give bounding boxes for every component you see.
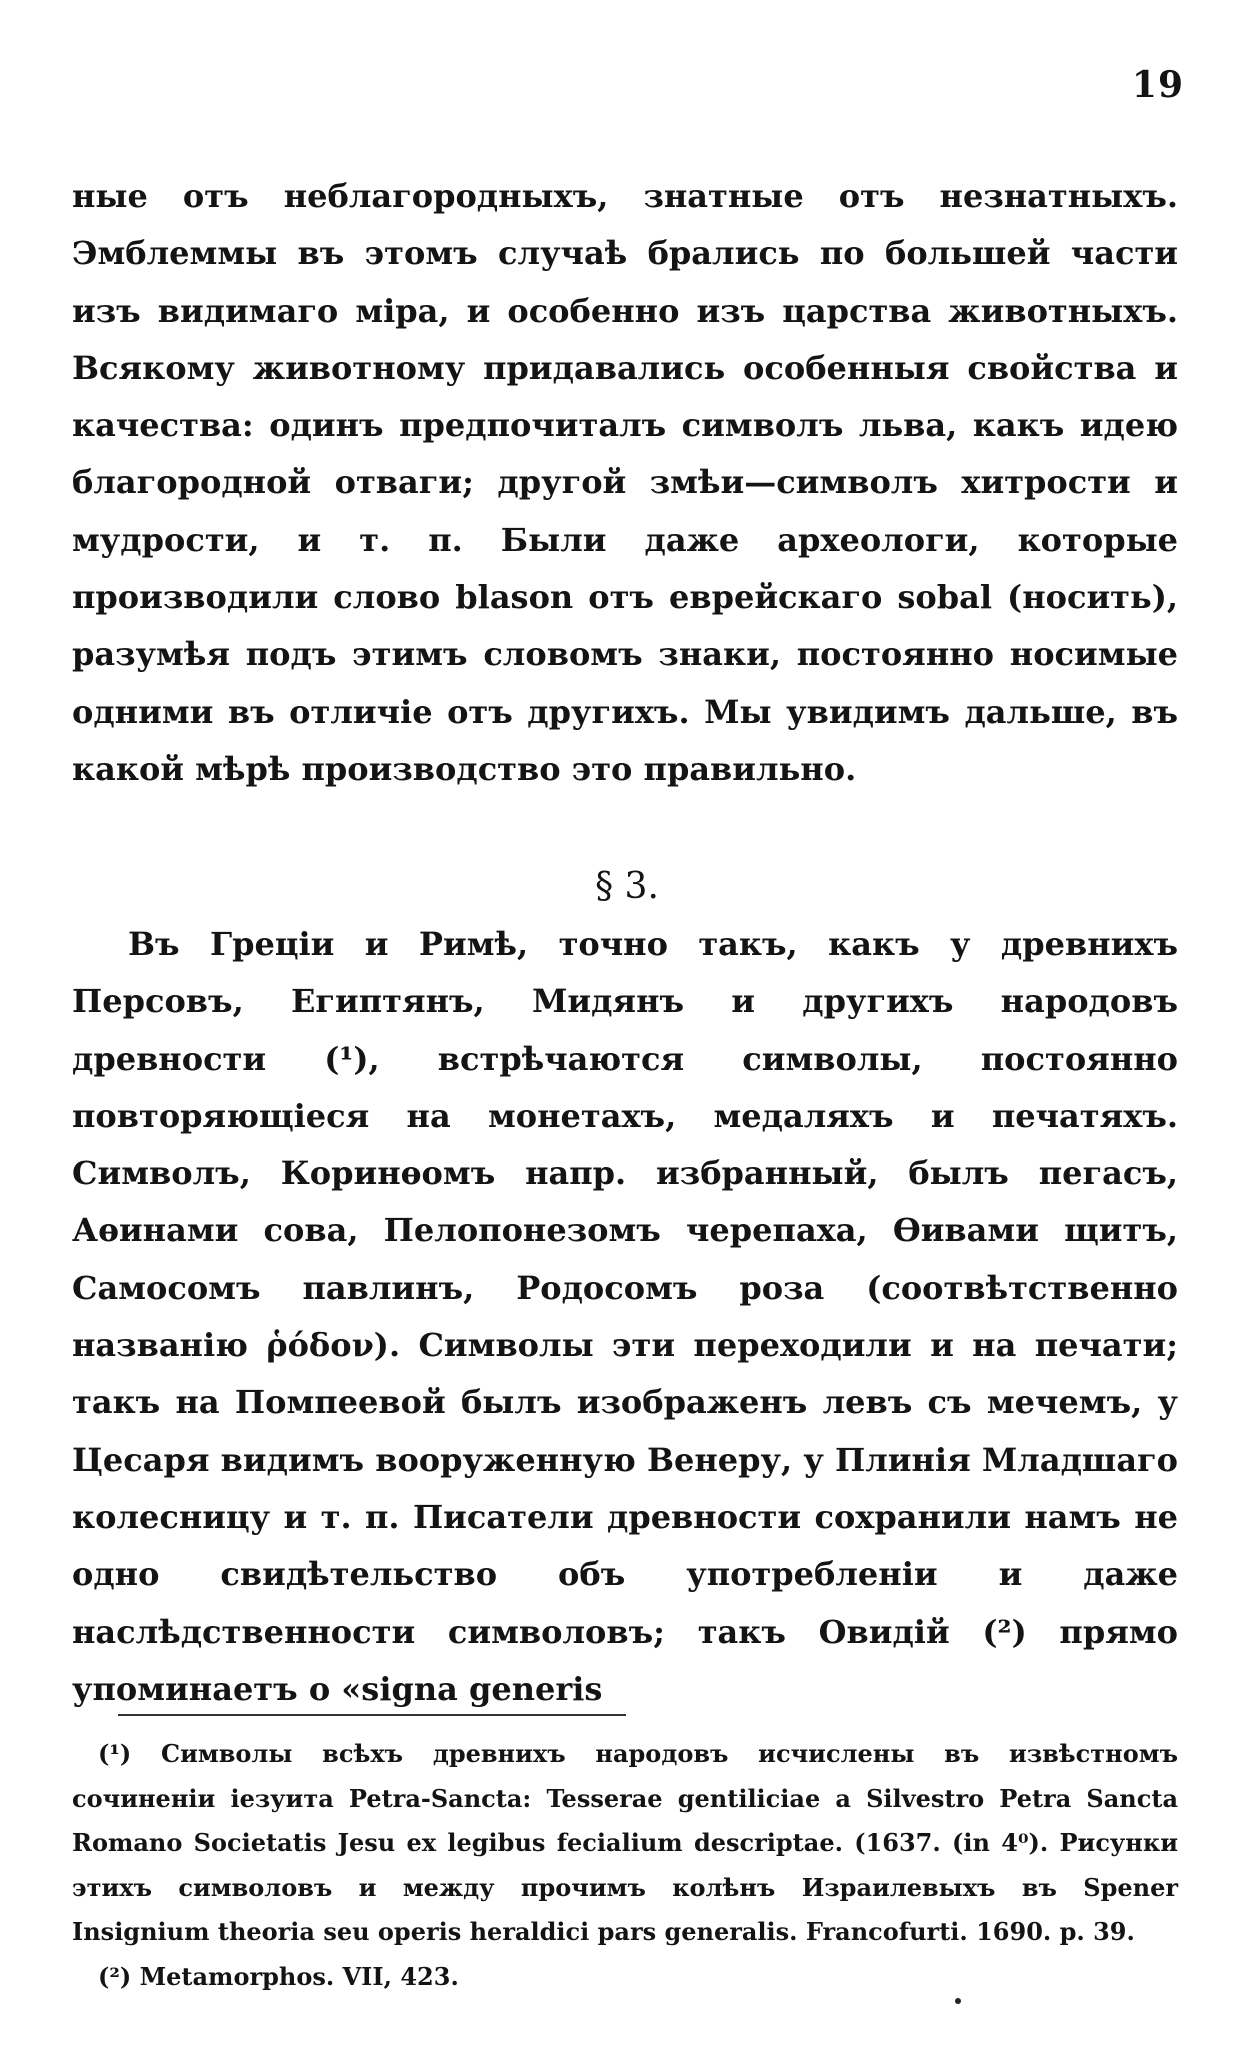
footnote-divider: [118, 1714, 626, 1716]
print-speck: [955, 1998, 961, 2004]
paragraph-1: ные отъ неблагородныхъ, знатные отъ незнатныхъ. Эмблеммы въ этомъ случаѣ брались по большей части изъ видимаго міра, и особенно изъ царства животныхъ. Всякому животному придавались особенныя свойства и качества: одинъ предпочиталъ символъ льва, какъ идею благородной отваги; другой змѣи—символъ хитрости и мудрости, и т. п. Были даже археологи, которые производили слово blason отъ еврейскаго sobal (носить), разумѣя подъ этимъ словомъ знаки, постоянно носимые одними въ отличіе отъ другихъ. Мы увидимъ дальше, въ какой мѣрѣ производство это правильно.: [72, 177, 1178, 788]
page-number: 19: [1131, 64, 1184, 106]
footnote-2: (²) Metamorphos. VII, 423.: [98, 1961, 459, 1991]
footnote-1: (¹) Символы всѣхъ древнихъ народовъ исчислены въ извѣстномъ сочиненіи іезуита Petra-Sancta: Tesserae gentiliciae a Silvestro Petra Sancta Romano Societatis Jesu ex legibus fecialium descriptae. (1637. (in 4⁰). Рисунки этихъ символовъ и между прочимъ колѣнъ Израилевыхъ въ Spener Insignium theoria seu operis heraldici pars generalis. Francofurti. 1690. p. 39.: [72, 1739, 1178, 1946]
section-heading: § 3.: [595, 866, 659, 907]
paragraph-2: Въ Греціи и Римѣ, точно такъ, какъ у древнихъ Персовъ, Египтянъ, Мидянъ и другихъ народовъ древности (¹), встрѣчаются символы, постоянно повторяющіеся на монетахъ, медаляхъ и печатяхъ. Символъ, Коринѳомъ напр. избранный, былъ пегасъ, Аѳинами сова, Пелопонезомъ черепаха, Ѳивами щитъ, Самосомъ павлинъ, Родосомъ роза (соотвѣтственно названію ῥόδον). Символы эти переходили и на печати; такъ на Помпеевой былъ изображенъ левъ съ мечемъ, у Цесаря видимъ вооруженную Венеру, у Плинія Младшаго колесницу и т. п. Писатели древности сохранили намъ не одно свидѣтельство объ употребленіи и даже наслѣдственности символовъ; такъ Овидій (²) прямо упоминаетъ о «signa generis: [72, 925, 1178, 1708]
footnotes: [72, 1732, 1178, 1999]
